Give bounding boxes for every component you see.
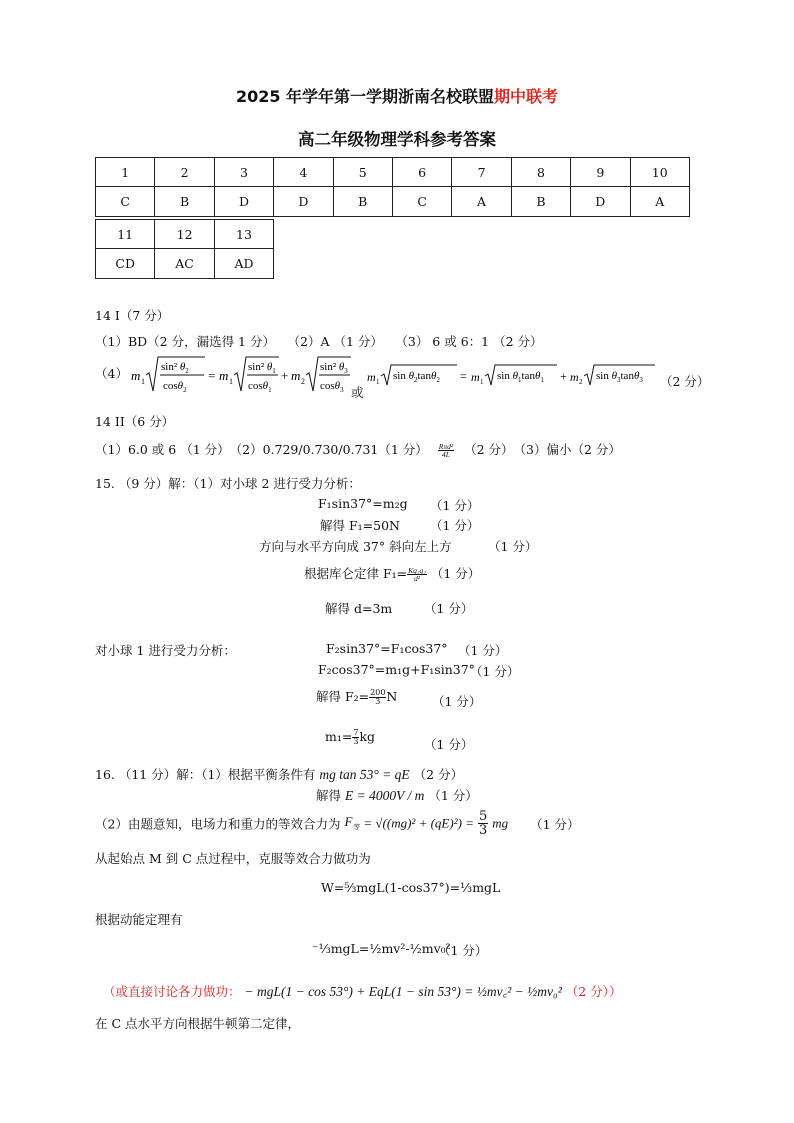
q15-eq6: F₂sin37°=F₁cos37° [326, 641, 448, 656]
q16-part2-lhs-f: F [344, 814, 353, 830]
q16-eq2-score: （1 分） [428, 788, 478, 803]
document-subtitle: 高二年级物理学科参考答案 [298, 130, 496, 149]
q16-work-eq: W=⁵⁄₃mgL(1-cos37°)=¹⁄₃mgL [321, 880, 501, 895]
q16-eq1: mg tan 53° = qE [319, 767, 410, 782]
answer-cell-3: AD [214, 249, 273, 278]
answer-cell-1: C [96, 187, 155, 216]
svg-text:sin² θ1: sin² $\theta_1$ [248, 361, 276, 375]
q16-alt-eq: − mgL(1 − cos 53°) + EqL(1 − sin 53°) = ½mv꜀² − ½mv₀² [244, 984, 562, 999]
q16-alt-prefix: （或直接讨论各力做功： [103, 984, 241, 999]
q14-1-formula-b [367, 361, 657, 391]
svg-text:m: m [367, 370, 376, 384]
answer-cell-3: D [214, 187, 273, 216]
question-number-cell-9: 9 [571, 158, 630, 187]
q16-ke-score: （1 分） [438, 943, 488, 958]
question-number-cell-1: 1 [96, 158, 155, 187]
q15-eq3-score: （1 分） [488, 539, 538, 554]
q14-1-line2-score: （2 分） [660, 374, 710, 389]
q14-1-line2-label: （4） [95, 366, 128, 381]
question-number-cell-3: 13 [214, 220, 273, 249]
answer-letters-row [96, 249, 274, 278]
q15-eq8-den: 3 [375, 697, 381, 706]
q15-eq3: 方向与水平方向成 37° 斜向左上方 [259, 539, 452, 554]
svg-text:1: 1 [480, 378, 484, 386]
q15-heading: 15. （9 分）解：（1）对小球 2 进行受力分析： [95, 476, 361, 491]
q16-part2-line [95, 810, 580, 846]
svg-text:=: = [208, 368, 216, 383]
q16-part2-lhs-sub: 等 [352, 823, 360, 832]
q16-alt-line [103, 982, 621, 1000]
q16-part2-tail: mg [492, 815, 509, 831]
q15-eq8-num: 200 [370, 688, 386, 697]
answer-cell-5: B [333, 187, 392, 216]
svg-text:cosθ2: cosθ$_2$ [163, 380, 187, 394]
q16-part2-prefix: （2）由题意知，电场力和重力的等效合力为 [95, 816, 341, 832]
q15-eq9-den: 3 [353, 737, 359, 746]
q16-eq2: E = 4000V / m [345, 788, 425, 803]
svg-text:1: 1 [229, 377, 233, 386]
q15-eq2: 解得 F₁=50N [320, 518, 400, 533]
q15-eq2-score: （1 分） [430, 518, 480, 533]
q15-eq4-score: （1 分） [430, 566, 481, 581]
svg-text:sin θ3tanθ3: $\sin \theta_3\tan\theta_3$ [596, 370, 643, 384]
question-number-cell-4: 4 [274, 158, 333, 187]
answer-cell-6: C [392, 187, 451, 216]
q15-eq4 [304, 564, 480, 583]
q15-eq4-den: d² [414, 574, 420, 583]
q16-part2-num: 5 [478, 809, 488, 824]
q15-eq6-score: （1 分） [458, 643, 508, 658]
q14-2-formula-den: 4L [441, 450, 450, 459]
title-highlight: 期中联考 [494, 87, 559, 106]
svg-text:+: + [560, 369, 567, 383]
q16-part2-den: 3 [478, 823, 488, 838]
q16-eq2-prefix: 解得 [316, 788, 342, 803]
q15-eq4-prefix: 根据库仑定律 F₁= [304, 566, 408, 581]
svg-text:m: m [219, 368, 229, 383]
title-main: 2025 年学年第一学期浙南名校联盟 [235, 87, 495, 106]
q16-heading [95, 765, 463, 783]
q16-eq2-line [316, 786, 478, 804]
q15-eq1-score: （1 分） [430, 498, 480, 513]
answer-table-row2 [95, 219, 274, 279]
q14-2-formula [438, 443, 454, 459]
question-number-cell-5: 5 [333, 158, 392, 187]
q16-work-heading: 从起始点 M 到 C 点过程中，克服等效合力做功为 [95, 851, 371, 866]
q15-eq9-score: （1 分） [424, 737, 474, 752]
svg-text:=: = [460, 369, 467, 383]
answer-cell-9: D [571, 187, 630, 216]
answer-letters-row [96, 187, 690, 216]
q15-eq4-num: Kq₁q₂ [408, 565, 426, 575]
answer-cell-2: AC [155, 249, 214, 278]
question-number-cell-2: 12 [155, 220, 214, 249]
answer-cell-4: D [274, 187, 333, 216]
question-number-cell-6: 6 [392, 158, 451, 187]
q15-eq5: 解得 d=3m [325, 601, 393, 616]
question-number-cell-2: 2 [155, 158, 214, 187]
q14-2-part1: （1）6.0 或 6 （1 分） （2）0.729/0.730/0.731（1 分） [95, 442, 428, 457]
q15-eq8-frac [369, 689, 386, 706]
q15-eq7-score: （1 分） [470, 664, 520, 679]
q16-alt-score: （2 分）） [565, 984, 622, 999]
svg-text:sin² θ3: sin² $\theta_3$ [320, 361, 348, 375]
q15-eq8-score: （1 分） [432, 694, 482, 709]
svg-text:m: m [291, 368, 301, 383]
q16-eq1-score: （2 分） [413, 767, 464, 782]
answer-cell-1: CD [96, 249, 155, 278]
q15-eq9-num: 7 [353, 728, 359, 737]
q15-eq9-prefix: m₁= [325, 729, 353, 744]
q14-1-line1: （1）BD（2 分，漏选得 1 分） （2）A （1 分） （3） 6 或 6：1 （2 分） [95, 334, 543, 349]
svg-text:1: 1 [141, 377, 145, 386]
q15-eq9-unit: kg [359, 729, 376, 744]
q16-part2-frac [478, 810, 488, 837]
answer-cell-8: B [511, 187, 570, 216]
q15-eq9 [325, 729, 375, 746]
svg-text:cosθ3: cosθ$_3$ [320, 380, 344, 394]
svg-text:2: 2 [579, 378, 583, 386]
svg-text:2: 2 [301, 377, 305, 386]
q16-part2-score: （1 分） [530, 816, 580, 832]
q14-2-line [95, 440, 621, 459]
svg-text:m: m [471, 370, 480, 384]
q14-2-heading: 14 II（6 分） [95, 414, 175, 429]
q16-part2-mid: = √((mg)² + (qE)²) = [363, 815, 474, 831]
q15-ball1-heading: 对小球 1 进行受力分析： [95, 643, 236, 658]
answer-cell-2: B [155, 187, 214, 216]
svg-text:+: + [281, 368, 289, 383]
q15-eq8 [316, 687, 397, 706]
svg-text:cosθ1: cosθ$_1$ [248, 380, 272, 394]
q14-1-or: 或 [351, 385, 364, 400]
q14-1-formula-a [131, 353, 353, 399]
q14-1-heading: 14 I（7 分） [95, 308, 170, 323]
svg-text:sin θ2tanθ2: $\sin \theta_2\tan\theta_2$ [393, 370, 440, 384]
answer-cell-7: A [452, 187, 511, 216]
q16-ke-heading: 根据动能定理有 [95, 912, 183, 927]
question-number-cell-10: 10 [630, 158, 689, 187]
question-number-cell-1: 11 [96, 220, 155, 249]
svg-text:m: m [131, 368, 141, 383]
svg-text:m: m [570, 370, 579, 384]
answer-numbers-row [96, 158, 690, 187]
q16-newton-line: 在 C 点水平方向根据牛顿第二定律， [95, 1016, 301, 1031]
q15-eq4-frac [407, 567, 427, 583]
question-number-cell-8: 8 [511, 158, 570, 187]
question-number-cell-3: 3 [214, 158, 273, 187]
document-title [0, 84, 794, 107]
q16-heading-prefix: 16. （11 分）解：（1）根据平衡条件有 [95, 767, 316, 782]
q15-eq7: F₂cos37°=m₁g+F₁sin37° [318, 662, 475, 677]
q14-2-formula-num: Rπd² [438, 441, 454, 451]
answer-cell-10: A [630, 187, 689, 216]
q14-2-part2: （2 分） （3）偏小（2 分） [464, 442, 621, 457]
q16-ke-eq: ⁻¹⁄₃mgL=½mv²-½mv₀² [312, 941, 451, 956]
svg-text:1: 1 [376, 378, 380, 386]
svg-text:sin θ1tanθ1: $\sin \theta_1\tan\theta_1$ [497, 370, 544, 384]
q15-eq1: F₁sin37°=m₂g [318, 496, 408, 511]
q16-part2-lhs [344, 814, 360, 832]
question-number-cell-7: 7 [452, 158, 511, 187]
q15-eq5-score: （1 分） [424, 601, 474, 616]
q15-eq8-unit: N [386, 689, 398, 704]
svg-text:sin² θ2: sin² $\theta_2$ [161, 361, 189, 375]
answer-numbers-row [96, 220, 274, 249]
q15-eq8-prefix: 解得 F₂= [316, 689, 370, 704]
answer-table-row1 [95, 157, 690, 217]
